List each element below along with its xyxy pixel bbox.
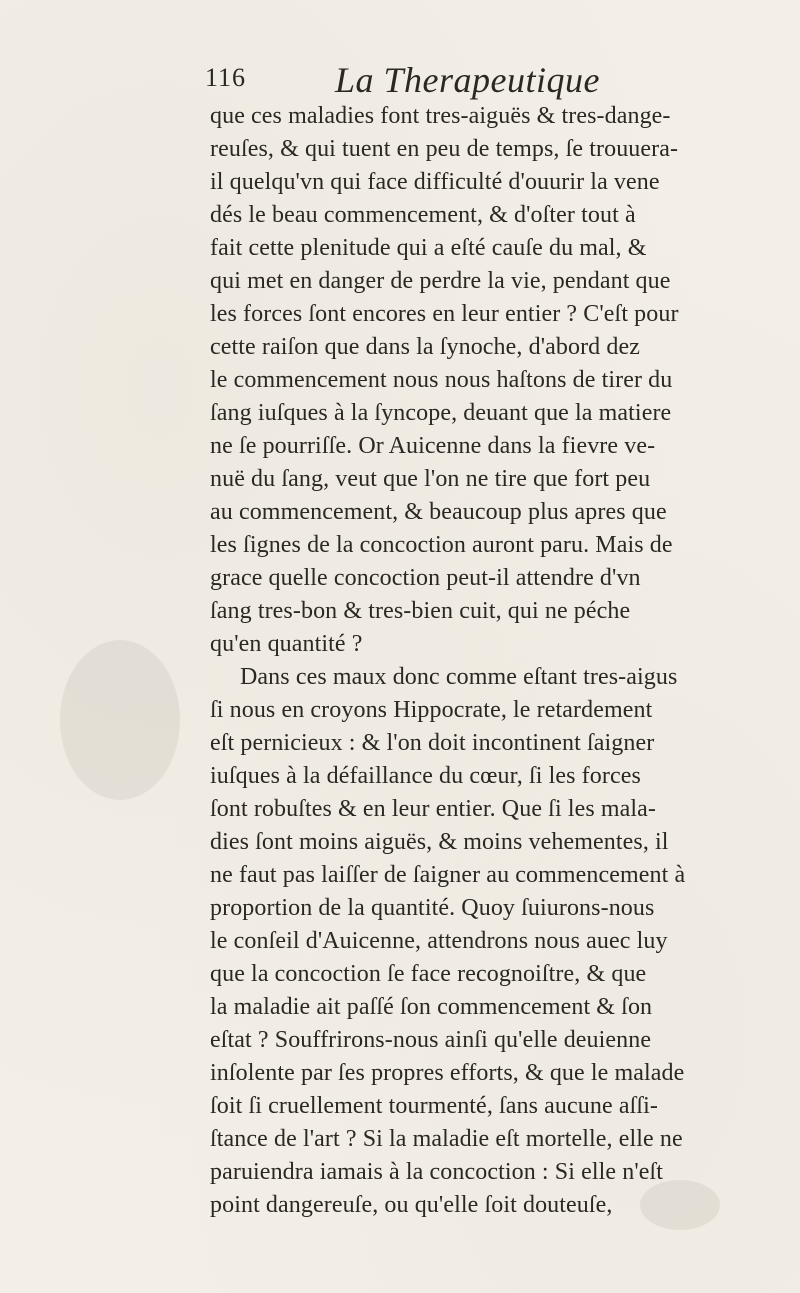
text-line: cette raiſon que dans la ſynoche, d'abord dez (210, 334, 640, 360)
text-line: inſolente par ſes propres efforts, & que le malade (210, 1060, 685, 1086)
running-title: La Therapeutique (335, 60, 600, 100)
text-line: le conſeil d'Auicenne, attendrons nous auec luy (210, 928, 668, 954)
text-line: ne ſe pourriſſe. Or Auicenne dans la fievre ve- (210, 433, 656, 459)
body-text (210, 100, 765, 1222)
text-line: reuſes, & qui tuent en peu de temps, ſe trouuera- (210, 136, 679, 162)
text-line: il quelqu'vn qui face difficulté d'ouurir la vene (210, 169, 660, 195)
text-line: les ſignes de la concoction auront paru. Mais de (210, 532, 673, 558)
text-line: fait cette plenitude qui a eſté cauſe du mal, & (210, 235, 647, 261)
text-line: nuë du ſang, veut que l'on ne tire que fort peu (210, 466, 651, 492)
text-line: qui met en danger de perdre la vie, pendant que (210, 268, 671, 294)
text-line: iuſques à la défaillance du cœur, ſi les forces (210, 763, 641, 789)
running-head (205, 55, 765, 103)
text-line: eſt pernicieux : & l'on doit incontinent ſaigner (210, 730, 655, 756)
text-line: proportion de la quantité. Quoy ſuiurons-nous (210, 895, 655, 921)
text-line: la maladie ait paſſé ſon commencement & ſon (210, 994, 653, 1020)
text-line: ſoit ſi cruellement tourmenté, ſans aucune aſſi- (210, 1093, 658, 1119)
text-line: ſang tres-bon & tres-bien cuit, qui ne péche (210, 598, 631, 624)
text-line: grace quelle concoction peut-il attendre d'vn (210, 565, 641, 591)
text-line: dés le beau commencement, & d'oſter tout à (210, 202, 636, 228)
text-line: ſont robuſtes & en leur entier. Que ſi les mala- (210, 796, 657, 822)
text-line: ſang iuſques à la ſyncope, deuant que la matiere (210, 400, 672, 426)
text-line: ſi nous en croyons Hippocrate, le retardement (210, 697, 653, 723)
text-line: que la concoction ſe face recognoiſtre, & que (210, 961, 647, 987)
text-line: dies ſont moins aiguës, & moins vehementes, il (210, 829, 669, 855)
text-line: paruiendra iamais à la concoction : Si elle n'eſt (210, 1159, 664, 1185)
text-line: que ces maladies font tres-aiguës & tres-dange- (210, 103, 671, 129)
text-line: point dangereuſe, ou qu'elle ſoit douteuſe, (210, 1192, 613, 1218)
text-line: au commencement, & beaucoup plus apres que (210, 499, 667, 525)
text-line: les forces ſont encores en leur entier ? C'eſt pour (210, 301, 679, 327)
text-line: ſtance de l'art ? Si la maladie eſt mortelle, elle ne (210, 1126, 683, 1152)
text-line: qu'en quantité ? (210, 631, 363, 657)
text-line: le commencement nous nous haſtons de tirer du (210, 367, 673, 393)
text-line: ne faut pas laiſſer de ſaigner au commencement à (210, 862, 686, 888)
text-line: eſtat ? Souffrirons-nous ainſi qu'elle deuienne (210, 1027, 652, 1053)
paper-stain (60, 640, 180, 800)
paragraph-start-line: Dans ces maux donc comme eſtant tres-aigus (240, 664, 678, 690)
page-number: 116 (205, 63, 247, 92)
